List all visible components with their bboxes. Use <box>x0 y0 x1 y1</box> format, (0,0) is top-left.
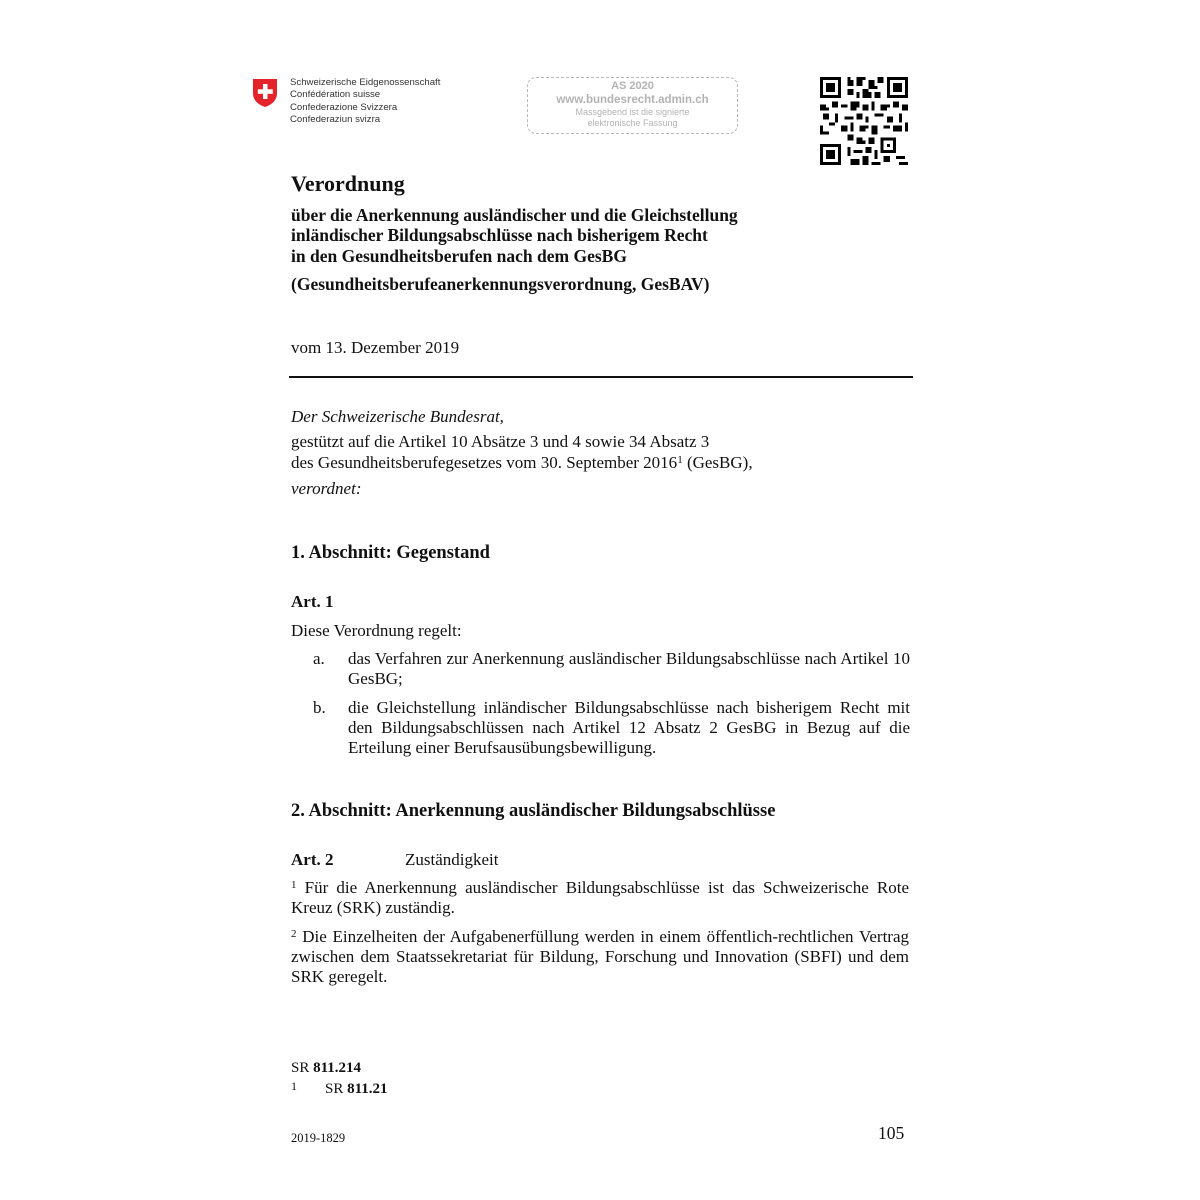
article-title: Zuständigkeit <box>405 850 499 869</box>
list-item <box>291 649 910 689</box>
footnote-sr-number[interactable]: 811.21 <box>347 1081 388 1097</box>
list-item <box>291 698 910 758</box>
subtitle-line: über die Anerkennung ausländischer und die Gleichstellung <box>291 205 738 225</box>
agency-name-it: Confederazione Svizzera <box>290 101 398 113</box>
official-stamp <box>527 77 738 134</box>
preamble-decree: verordnet: <box>291 479 362 498</box>
footnote-ref[interactable]: 1 <box>677 454 683 466</box>
stamp-note-1: Massgebend ist die signierte <box>575 107 690 117</box>
list-item-label: b. <box>313 698 326 717</box>
section-heading: 1. Abschnitt: Gegenstand <box>291 543 490 563</box>
subtitle-line: inländischer Bildungsabschlüsse nach bisherigem Recht <box>291 225 708 246</box>
short-title: (Gesundheitsberufeanerkennungsverordnung, GesBAV) <box>291 274 710 294</box>
preamble-basis-line: gestützt auf die Artikel 10 Absätze 3 und 4 sowie 34 Absatz 3 <box>291 432 710 451</box>
list-item-label: a. <box>313 649 325 668</box>
agency-name-rm: Confederaziun svizra <box>290 113 381 125</box>
list-item-text: das Verfahren zur Anerkennung ausländischer Bildungsabschlüsse nach Artikel 10 GesBG; <box>348 649 910 688</box>
preamble-basis-line <box>291 453 753 474</box>
document-subtitle <box>291 205 738 266</box>
document-id: 2019-1829 <box>291 1131 346 1145</box>
article-paragraph <box>291 878 909 918</box>
article-paragraph <box>291 927 909 987</box>
paragraph-text: Die Einzelheiten der Aufgabenerfüllung werden in einem öffentlich-rechtlichen Vertrag zwischen dem Staatssekretariat für Bildung, Forschung und Innovation (SBFI) und dem SRK geregelt. <box>291 927 909 986</box>
subtitle-line: in den Gesundheitsberufen nach dem GesBG <box>291 245 627 266</box>
paragraph-number: 2 <box>291 928 297 940</box>
agency-name-de: Schweizerische Eidgenossenschaft <box>290 77 441 88</box>
article-intro: Diese Verordnung regelt: <box>291 621 462 640</box>
footnote-label: SR <box>325 1081 348 1097</box>
article-heading: Art. 1 <box>291 592 334 611</box>
preamble-basis-text: (GesBG), <box>682 453 753 472</box>
swiss-cross-icon <box>252 78 278 108</box>
footnote <box>291 1079 388 1098</box>
divider <box>289 376 913 378</box>
page-number: 105 <box>878 1123 905 1143</box>
preamble-authority: Der Schweizerische Bundesrat, <box>291 407 504 426</box>
stamp-note-2: elektronische Fassung <box>587 118 678 128</box>
sr-number: 811.214 <box>313 1060 362 1076</box>
paragraph-number: 1 <box>291 879 297 891</box>
footnote-number: 1 <box>291 1079 297 1093</box>
qr-code-icon <box>820 77 908 165</box>
stamp-url[interactable]: www.bundesrecht.admin.ch <box>556 94 709 106</box>
list-item-text: die Gleichstellung inländischer Bildungsabschlüsse nach bisherigem Recht mit den Bildungsabschlüssen nach Artikel 12 Absatz 2 GesBG in Bezug auf die Erteilung einer Berufsausübungsbewilligung. <box>348 698 910 757</box>
paragraph-text: Für die Anerkennung ausländischer Bildungsabschlüsse ist das Schweizerische Rote Kreuz (SRK) zuständig. <box>291 878 909 917</box>
document-title: Verordnung <box>291 171 405 196</box>
enactment-date: vom 13. Dezember 2019 <box>291 338 460 357</box>
agency-names <box>290 77 440 126</box>
article-heading: Art. 2 <box>291 850 334 869</box>
section-heading: 2. Abschnitt: Anerkennung ausländischer Bildungsabschlüsse <box>291 801 776 821</box>
sr-label: SR <box>291 1060 314 1076</box>
sr-reference <box>291 1059 361 1077</box>
preamble-basis-text: des Gesundheitsberufegesetzes vom 30. September 2016 <box>291 453 678 472</box>
stamp-collection: AS 2020 <box>611 80 654 92</box>
agency-name-fr: Confédération suisse <box>290 89 381 101</box>
